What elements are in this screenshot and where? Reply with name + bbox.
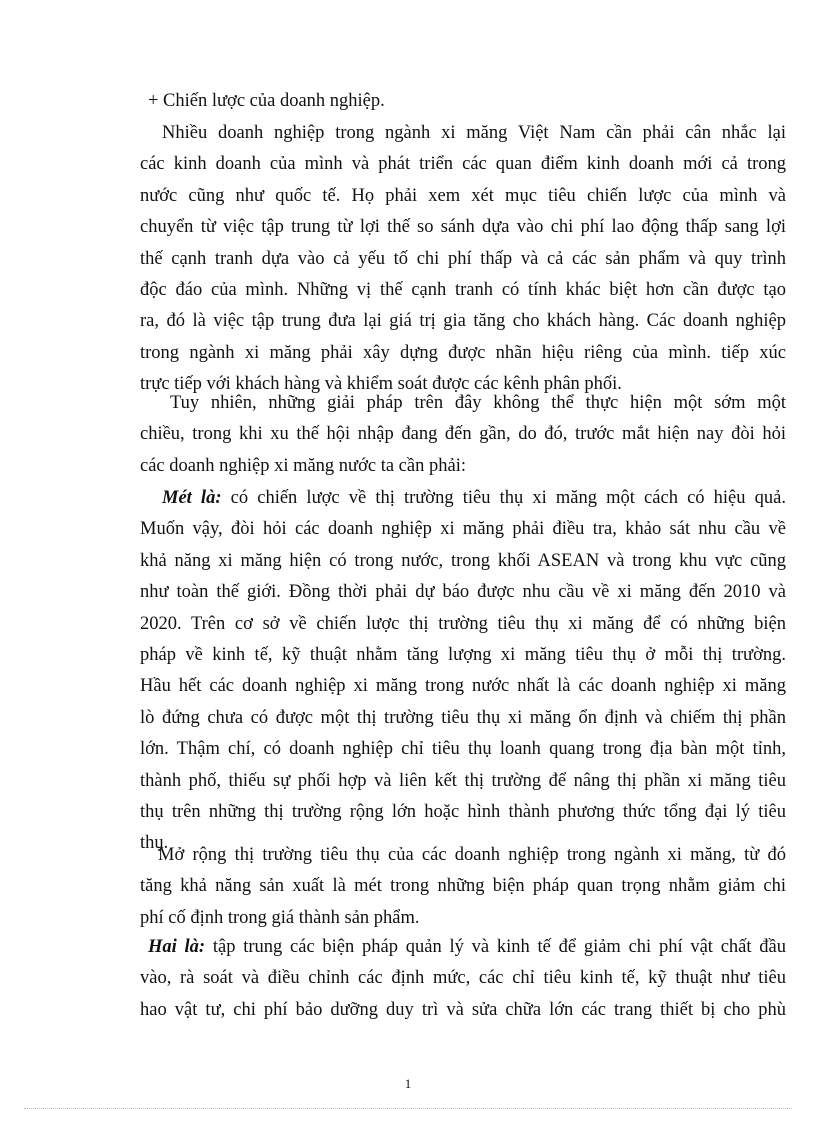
paragraph-expand-market <box>140 840 786 934</box>
text-line: chuyển từ việc tập trung từ lợi thế so sánh dựa vào chi phí lao động thấp sang lợi <box>140 217 786 238</box>
text-line: trong ngành xi măng phải xây dựng được nhãn hiệu riêng của mình. tiếp xúc <box>140 342 786 363</box>
paragraph-strategy <box>140 118 786 401</box>
text-line: Mở rộng thị trường tiêu thụ của các doanh nghiệp trong ngành xi măng, từ đó <box>158 845 786 865</box>
paragraph-first-point <box>140 483 786 860</box>
text-line: Nhiều doanh nghiệp trong ngành xi măng Việt Nam cần phải cân nhắc lại <box>162 123 786 143</box>
second-point-lead: Hai là: <box>148 937 206 957</box>
text-line: Hầu hết các doanh nghiệp xi măng trong nước nhất là các doanh nghiệp xi măng <box>140 676 786 697</box>
text-line: phí cố định trong giá thành sản phẩm. <box>140 907 420 928</box>
text-line: các kinh doanh của mình và phát triển các quan điểm kinh doanh mới cả trong <box>140 154 786 175</box>
heading-line: + Chiến lược của doanh nghiệp. <box>148 91 385 111</box>
text-line: Muốn vậy, đòi hỏi các doanh nghiệp xi măng phải điều tra, khảo sát nhu cầu về <box>140 519 786 540</box>
text-line: 2020. Trên cơ sở về chiến lược thị trường tiêu thụ xi măng để có những biện <box>140 613 786 634</box>
text-line: các doanh nghiệp xi măng nước ta cần phải: <box>140 455 466 476</box>
text-line: lớn. Thậm chí, có doanh nghiệp chỉ tiêu thụ loanh quang trong địa bàn một tỉnh, <box>140 739 786 760</box>
second-point-text: tập trung các biện pháp quản lý và kinh tế để giảm chi phí vật chất đầu <box>205 937 786 957</box>
text-line <box>140 932 786 963</box>
page-number: 1 <box>404 1076 412 1091</box>
text-line: chiều, trong khi xu thế hội nhập đang đến gần, do đó, trước mắt hiện nay đòi hỏi <box>140 424 786 445</box>
text-line: tăng khả năng sản xuất là mét trong những biện pháp quan trọng nhằm giảm chi <box>140 876 786 897</box>
text-line: khả năng xi măng hiện có trong nước, trong khối ASEAN và trong khu vực cũng <box>140 550 786 571</box>
first-point-text: có chiến lược về thị trường tiêu thụ xi măng một cách có hiệu quả. <box>221 488 786 508</box>
text-line: vào, rà soát và điều chỉnh các định mức, các chỉ tiêu kinh tế, kỹ thuật như tiêu <box>140 968 786 989</box>
text-line: Tuy nhiên, những giải pháp trên đây không thể thực hiện một sớm một <box>170 393 786 413</box>
text-line: thụ trên những thị trường rộng lớn hoặc hình thành phương thức tổng đại lý tiêu <box>140 801 786 822</box>
text-line <box>140 483 786 514</box>
first-point-lead: Mét là: <box>162 488 222 508</box>
text-line: nước cũng như quốc tế. Họ phải xem xét mục tiêu chiến lược của mình và <box>140 185 786 206</box>
text-line: pháp về kinh tế, kỹ thuật nhằm tăng lượng xi măng tiêu thụ ở mỗi thị trường. <box>140 644 786 665</box>
section-heading <box>140 86 786 117</box>
text-line: trực tiếp với khách hàng và khiểm soát được các kênh phân phối. <box>140 374 622 395</box>
paragraph-second-point <box>140 932 786 1026</box>
page-bottom-divider <box>24 1108 792 1109</box>
text-line: hao vật tư, chi phí bảo dưỡng duy trì và sửa chữa lớn các trang thiết bị cho phù <box>140 999 786 1020</box>
text-line: ra, đó là việc tập trung đưa lại giá trị gia tăng cho khách hàng. Các doanh nghiệp <box>140 311 786 332</box>
text-line: độc đáo của mình. Những vị thế cạnh tranh có tính khác biệt hơn cần được tạo <box>140 279 786 300</box>
text-line: như toàn thế giới. Đồng thời phải dự báo được nhu cầu về xi măng đến 2010 và <box>140 582 786 603</box>
text-line: lò đứng chưa có được một thị trường tiêu thụ xi măng ổn định và chiếm thị phần <box>140 707 786 728</box>
text-line: thụ. <box>140 833 169 854</box>
paragraph-however <box>140 388 786 482</box>
text-line: thế cạnh tranh dựa vào cả yếu tố chi phí thấp và cả các sản phẩm và quy trình <box>140 248 786 269</box>
text-line: thành phố, thiếu sự phối hợp và liên kết thị trường để nâng thị phần xi măng tiêu <box>140 770 786 791</box>
